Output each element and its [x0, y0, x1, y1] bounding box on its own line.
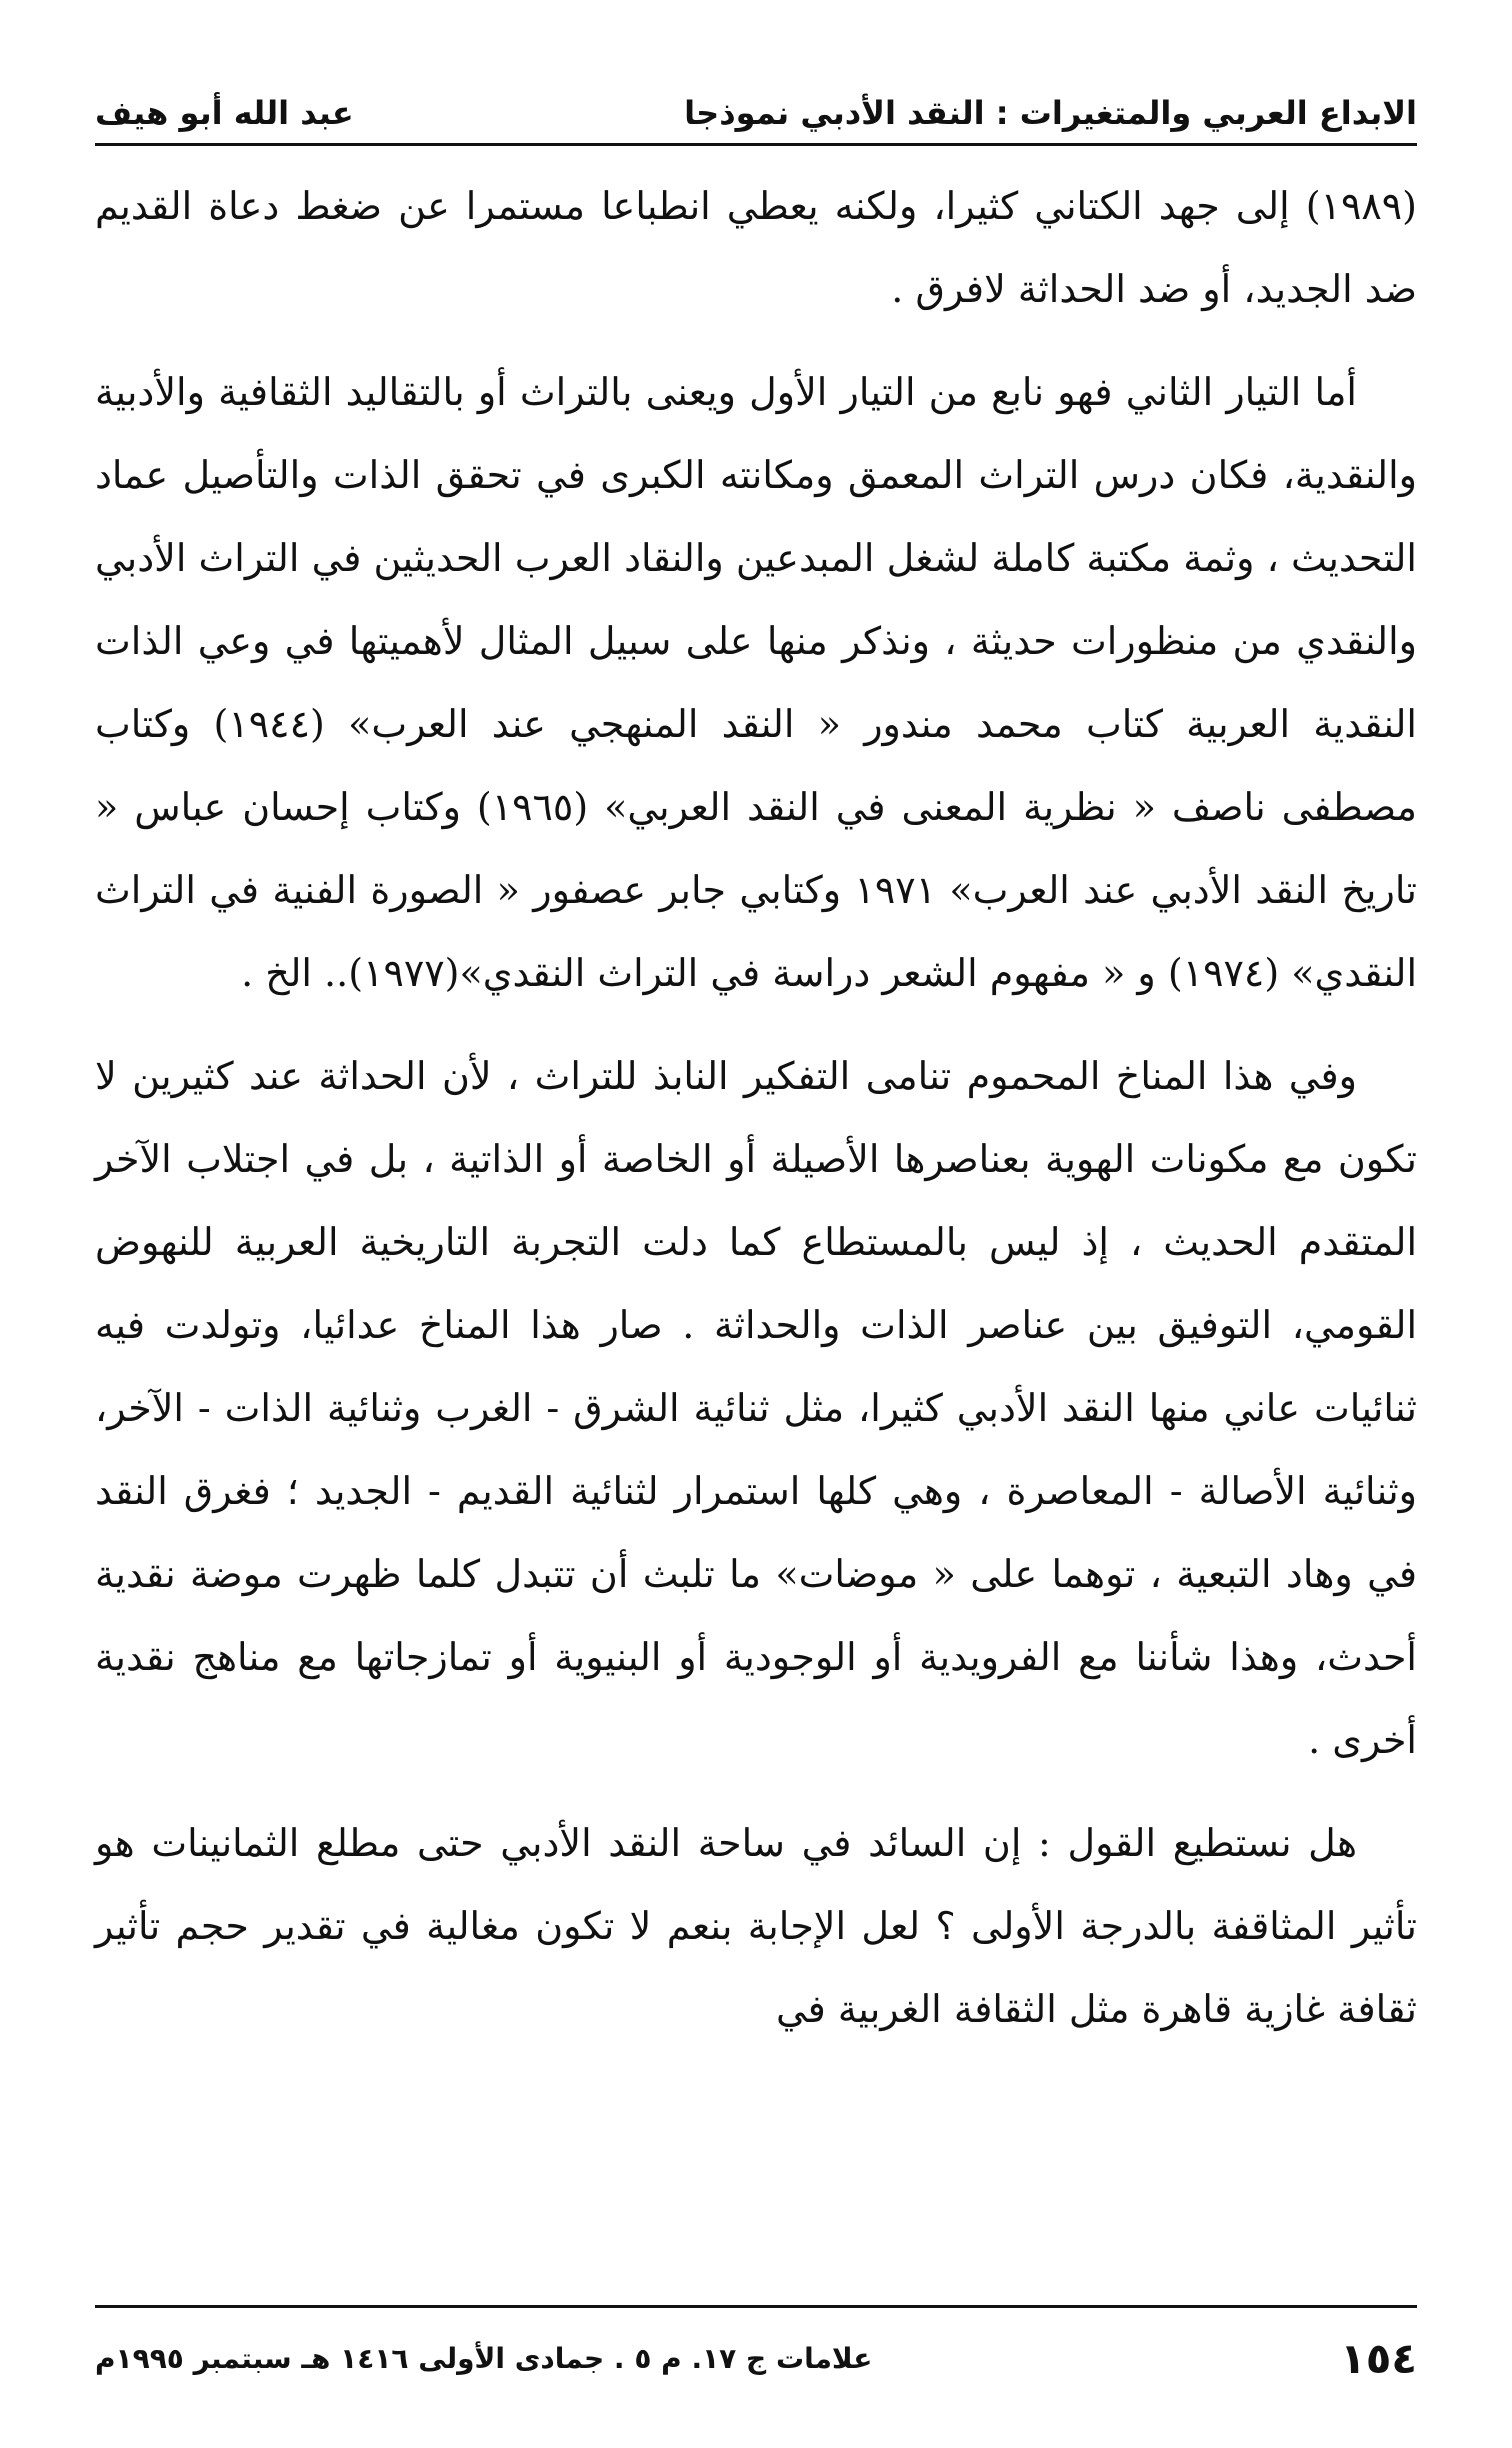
paragraph-1: (١٩٨٩) إلى جهد الكتاني كثيرا، ولكنه يعطي انطباعا مستمرا عن ضغط دعاة القديم ضد الجديد، أو ضد الحداثة لافرق . — [95, 184, 1417, 311]
running-header — [95, 62, 1417, 132]
footer-divider — [95, 2305, 1417, 2308]
header-divider — [95, 143, 1417, 146]
header-title: الابداع العربي والمتغيرات : النقد الأدبي نموذجا — [684, 94, 1417, 132]
header-author: عبد الله أبو هيف — [95, 94, 354, 132]
paragraph-4: هل نستطيع القول : إن السائد في ساحة النقد الأدبي حتى مطلع الثمانينات هو تأثير المثاقفة بالدرجة الأولى ؟ لعل الإجابة بنعم لا تكون مغالية في تقدير حجم تأثير ثقافة غازية قاهرة مثل الثقافة الغربية في — [95, 1821, 1417, 2031]
paragraph-3: وفي هذا المناخ المحموم تنامى التفكير النابذ للتراث ، لأن الحداثة عند كثيرين لا تكون مع مكونات الهوية بعناصرها الأصيلة أو الخاصة أو الذاتية ، بل في اجتلاب الآخر المتقدم الحديث ، إذ ليس بالمستطاع كما دلت التجربة التاريخية العربية للنهوض القومي، التوفيق بين عناصر الذات والحداثة . صار هذا المناخ عدائيا، وتولدت فيه ثنائيات عاني منها النقد الأدبي كثيرا، مثل ثنائية الشرق - الغرب وثنائية الذات - الآخر، وثنائية الأصالة - المعاصرة ، وهي كلها استمرار لثنائية القديم - الجديد ؛ فغرق النقد في وهاد التبعية ، توهما على « موضات» ما تلبث أن تتبدل كلما ظهرت موضة نقدية أحدث، وهذا شأننا مع الفرويدية أو الوجودية أو البنيوية أو تمازجاتها مع مناهج نقدية أخرى . — [95, 1054, 1417, 1762]
journal-info: علامات ج ١٧. م ٥ . جمادى الأولى ١٤١٦ هـ سبتمبر ١٩٩٥م — [95, 2341, 873, 2375]
page-number: ١٥٤ — [1340, 2333, 1417, 2383]
running-footer — [95, 2328, 1417, 2388]
body-text — [95, 165, 1417, 2071]
paragraph-2: أما التيار الثاني فهو نابع من التيار الأول ويعنى بالتراث أو بالتقاليد الثقافية والأدبية والنقدية، فكان درس التراث المعمق ومكانته الكبرى في تحقق الذات والتأصيل عماد التحديث ، وثمة مكتبة كاملة لشغل المبدعين والنقاد العرب الحديثين في التراث الأدبي والنقدي من منظورات حديثة ، ونذكر منها على سبيل المثال لأهميتها في وعي الذات النقدية العربية كتاب محمد مندور « النقد المنهجي عند العرب» (١٩٤٤) وكتاب مصطفى ناصف « نظرية المعنى في النقد العربي» (١٩٦٥) وكتاب إحسان عباس « تاريخ النقد الأدبي عند العرب» ١٩٧١ وكتابي جابر عصفور « الصورة الفنية في التراث النقدي» (١٩٧٤) و « مفهوم الشعر دراسة في التراث النقدي»(١٩٧٧).. الخ . — [95, 370, 1417, 995]
